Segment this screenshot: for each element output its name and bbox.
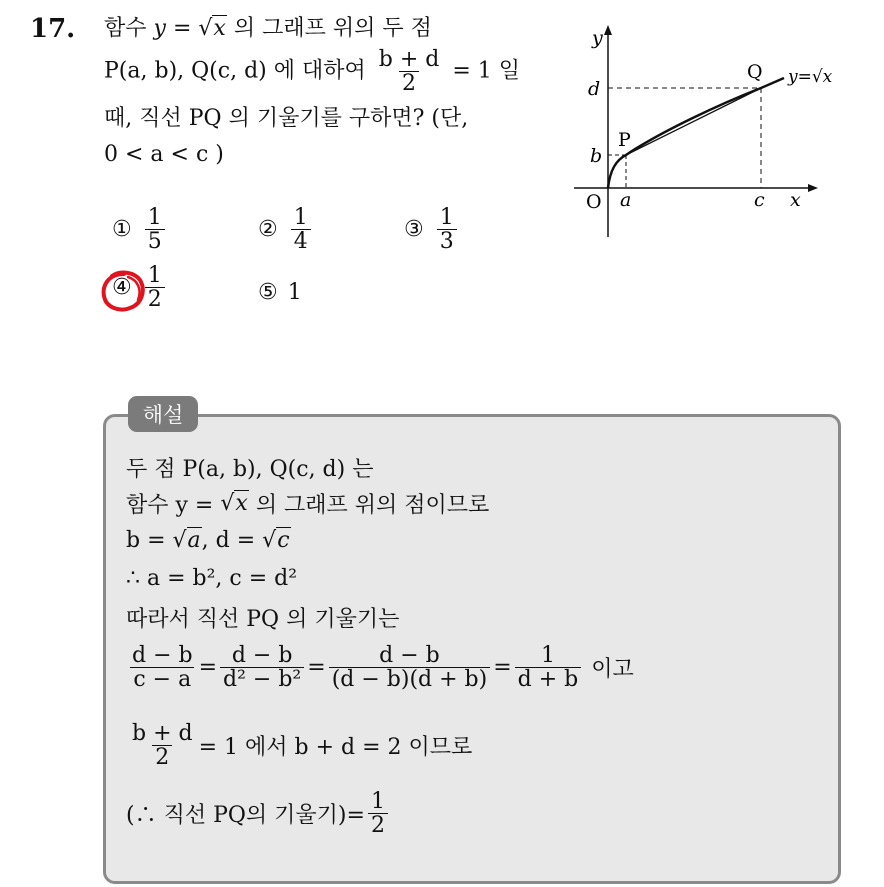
question-line-2: P(a, b), Q(c, d) 에 대하여 $\frac{b + d}{2}$ = 1 일 — [104, 47, 521, 97]
solution-line-8: (∴ 직선 PQ의 기울기)= $\frac{1}{2}$ — [126, 790, 391, 837]
sqrt-x: √x — [198, 16, 226, 41]
solution-line-4: ∴ a = b², c = d² — [126, 566, 298, 591]
question-line-3: 때, 직선 PQ 의 기울기를 구하면? (단, — [104, 106, 469, 131]
y-axis-arrow-icon — [604, 25, 612, 35]
choice-4[interactable]: ④ $\frac{1}{2}$ — [112, 264, 168, 311]
choice-2[interactable]: ② $\frac{1}{4}$ — [258, 206, 314, 253]
solution-line-1: 두 점 P(a, b), Q(c, d) 는 — [126, 457, 374, 482]
question-line-4: 0 < a < c ) — [104, 142, 224, 167]
curve-label: y=√x — [788, 67, 833, 87]
sqrt-graph — [570, 22, 860, 244]
answer-circle-mark — [98, 268, 150, 316]
chord-pq — [626, 88, 761, 155]
x-axis-arrow-icon — [808, 184, 818, 192]
origin-label: O — [586, 191, 602, 213]
tick-d-label: d — [588, 78, 601, 100]
choice-5[interactable]: ⑤ 1 — [258, 280, 302, 305]
tick-a-label: a — [620, 189, 632, 211]
tick-b-label: b — [590, 145, 603, 167]
solution-line-7: $\frac{b + d}{2}$ = 1 에서 b + d = 2 이므로 — [132, 721, 473, 771]
question-number: 17. — [30, 14, 76, 44]
x-axis-label: x — [790, 189, 801, 211]
solution-line-5: 따라서 직선 PQ 의 기울기는 — [126, 607, 400, 632]
choice-3[interactable]: ③ $\frac{1}{3}$ — [404, 206, 460, 253]
solution-tag: 해설 — [128, 396, 198, 432]
solution-line-2: 함수 y = √x 의 그래프 위의 점이므로 — [126, 491, 490, 518]
tick-c-label: c — [754, 189, 765, 211]
sqrt-curve — [608, 78, 784, 188]
question-fraction: $\frac{b + d}{2}$ — [378, 47, 440, 97]
solution-line-6: $\frac{d - b}{c - a}$ = $\frac{d - b}{\text{d² − b²}}$ = $\frac{d - b}{(d - b)(d + b)}$ = $\frac{1}{d + b}$ 이고 — [132, 643, 634, 693]
choice-1[interactable]: ① $\frac{1}{5}$ — [112, 206, 168, 253]
point-p-label: P — [618, 129, 631, 151]
solution-line-3: b = √a , d = √c — [126, 528, 290, 553]
y-axis-label: y — [592, 27, 603, 49]
point-q-label: Q — [747, 61, 763, 83]
question-line-1: 함수 y = √x 의 그래프 위의 두 점 — [104, 14, 432, 44]
